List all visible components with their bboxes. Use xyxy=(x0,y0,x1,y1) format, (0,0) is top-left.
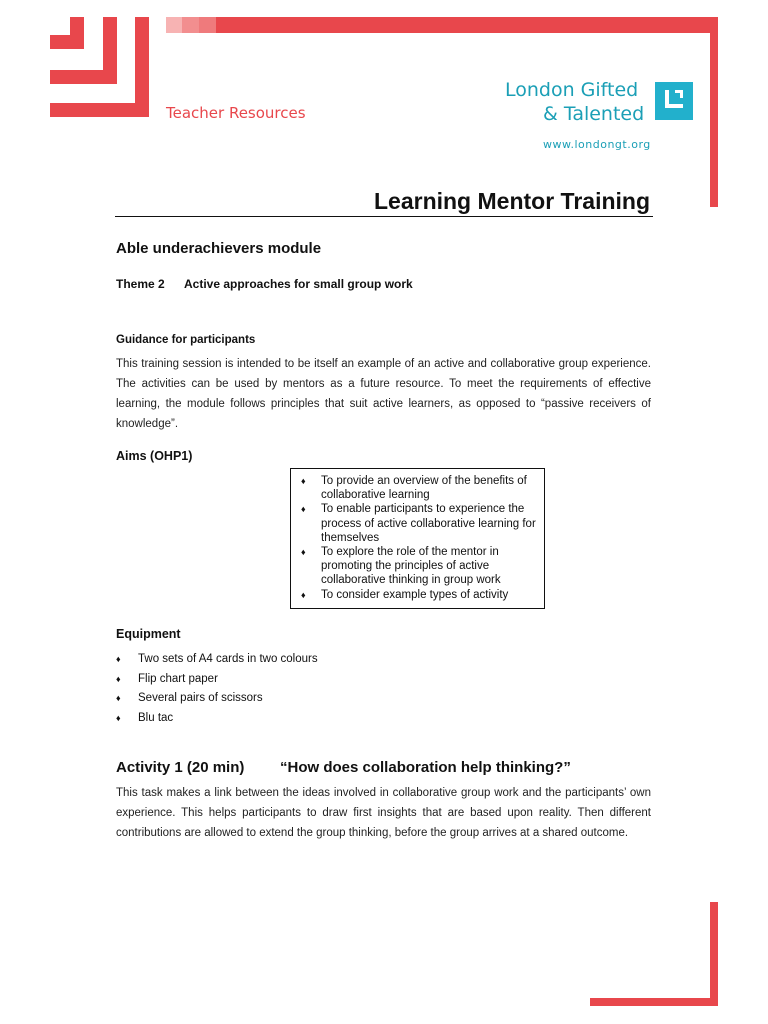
diamond-bullet-icon: ♦ xyxy=(301,476,306,486)
brand-url-link[interactable]: www.londongt.org xyxy=(543,138,651,151)
diamond-bullet-icon: ♦ xyxy=(301,547,306,558)
section-label: Teacher Resources xyxy=(166,104,306,122)
aims-item: ♦ To consider example types of activity xyxy=(301,588,509,601)
diamond-bullet-icon: ♦ xyxy=(116,673,121,684)
theme-label: Theme 2 xyxy=(116,277,165,291)
theme-text: Active approaches for small group work xyxy=(184,277,413,291)
aims-item: ♦ To explore the role of the mentor in promoting the principles of active collaborative thinking in group work xyxy=(301,546,501,587)
activity-paragraph: This task makes a link between the ideas involved in collaborative group work and the participants’ own experience. This helps participants to draw first insights that are based upon reality. Then different contributions are allowed to extend the group thinking, before the group arrives at a shared outcome. xyxy=(116,787,651,839)
brand-line-1: London Gifted xyxy=(505,79,639,101)
equipment-list xyxy=(116,650,318,728)
aims-box xyxy=(290,468,545,609)
footer-right-bar xyxy=(710,902,718,1006)
activity-title: “How does collaboration help thinking?” xyxy=(280,759,571,776)
guidance-paragraph: This training session is intended to be itself an example of an active and collaborative group experience. The activities can be used by mentors as a future resource. To meet the requirements of effective learning, the module follows principles that suit active learners, as opposed to “passive receivers of knowledge”. xyxy=(116,358,651,430)
aims-heading: Aims (OHP1) xyxy=(116,449,193,463)
activity-label: Activity 1 (20 min) xyxy=(116,759,245,776)
equipment-item: ♦ Blu tac xyxy=(116,709,318,729)
header-right-bar xyxy=(710,17,718,207)
diamond-bullet-icon: ♦ xyxy=(116,654,121,664)
lgt-logo-icon xyxy=(655,82,693,120)
aims-item: ♦ To enable participants to experience the process of active collaborative learning for themselves xyxy=(301,503,536,544)
diamond-bullet-icon: ♦ xyxy=(116,693,121,703)
aims-item: ♦ To provide an overview of the benefits of collaborative learning xyxy=(301,475,527,502)
activity-heading xyxy=(116,759,571,776)
diamond-bullet-icon: ♦ xyxy=(301,589,306,600)
equipment-item: ♦ Two sets of A4 cards in two colours xyxy=(116,650,318,670)
theme-heading xyxy=(116,277,413,291)
title-divider xyxy=(115,216,653,217)
brand-line-2: & Talented xyxy=(543,103,645,125)
diamond-bullet-icon: ♦ xyxy=(116,712,121,723)
diamond-bullet-icon: ♦ xyxy=(301,504,306,515)
equipment-item: ♦ Flip chart paper xyxy=(116,670,318,690)
brand-name xyxy=(505,78,646,126)
page-title: Learning Mentor Training xyxy=(373,188,650,214)
module-heading: Able underachievers module xyxy=(116,240,322,257)
header-band xyxy=(166,17,718,33)
equipment-item: ♦ Several pairs of scissors xyxy=(116,689,318,709)
footer-bottom-bar xyxy=(590,998,718,1006)
guidance-heading: Guidance for participants xyxy=(116,334,256,346)
equipment-heading: Equipment xyxy=(116,627,181,641)
aims-list xyxy=(301,474,536,602)
